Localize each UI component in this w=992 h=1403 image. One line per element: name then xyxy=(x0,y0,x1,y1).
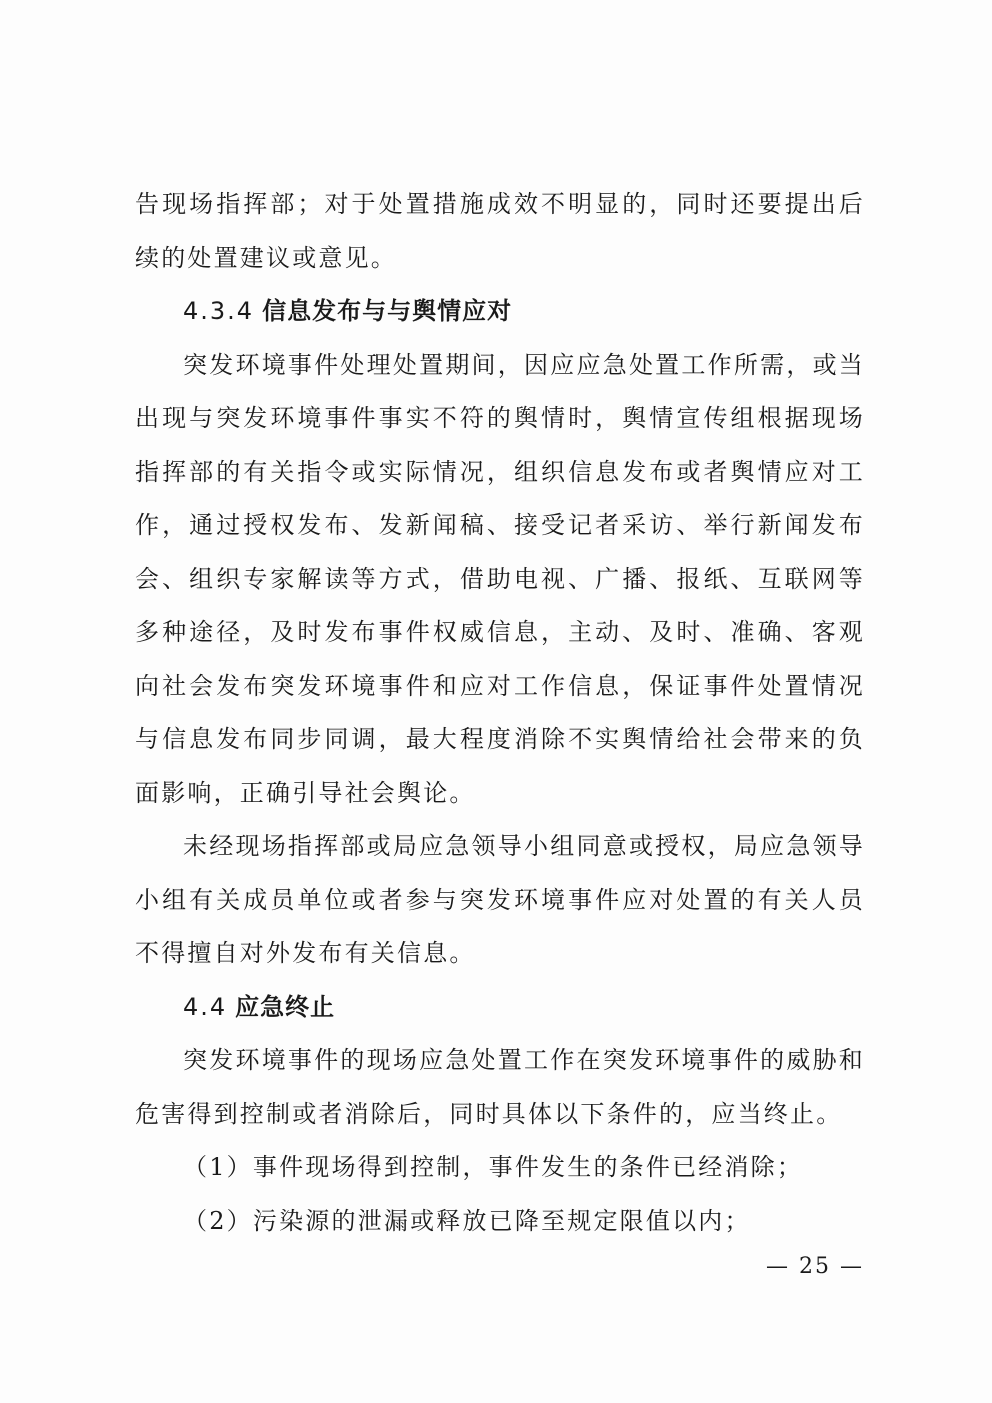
page-number: — 25 — xyxy=(766,1254,864,1279)
section-heading-4-3-4 xyxy=(135,285,865,339)
section-heading-4-4 xyxy=(135,981,865,1035)
list-item-condition-1: （1）事件现场得到控制，事件发生的条件已经消除； xyxy=(183,1153,804,1181)
paragraph-info-release: 突发环境事件处理处置期间，因应应急处置工作所需，或当出现与突发环境事件事实不符的舆情时，舆情宣传组根据现场指挥部的有关指令或实际情况，组织信息发布或者舆情应对工作，通过授权发布、发新闻稿、接受记者采访、举行新闻发布会、组织专家解读等方式，借助电视、广播、报纸、互联网等多种途径，及时发布事件权威信息，主动、及时、准确、客观向社会发布突发环境事件和应对工作信息，保证事件处置情况与信息发布同步同调，最大程度消除不实舆情给社会带来的负面影响，正确引导社会舆论。 xyxy=(135,350,865,807)
section-title: 信息发布与与舆情应对 xyxy=(262,297,513,325)
paragraph-continued: 告现场指挥部；对于处置措施成效不明显的，同时还要提出后续的处置建议或意见。 xyxy=(135,190,865,272)
paragraph-termination: 突发环境事件的现场应急处置工作在突发环境事件的威胁和危害得到控制或者消除后，同时具体以下条件的，应当终止。 xyxy=(135,1046,865,1128)
document-body xyxy=(135,178,865,1248)
list-item-condition-2: （2）污染源的泄漏或释放已降至规定限值以内； xyxy=(183,1206,751,1235)
paragraph-authorization: 未经现场指挥部或局应急领导小组同意或授权，局应急领导小组有关成员单位或者参与突发环境事件应对处置的有关人员不得擅自对外发布有关信息。 xyxy=(135,832,865,967)
section-number: 4.3.4 xyxy=(183,297,255,325)
section-number: 4.4 xyxy=(183,992,228,1021)
section-title: 应急终止 xyxy=(235,992,336,1021)
